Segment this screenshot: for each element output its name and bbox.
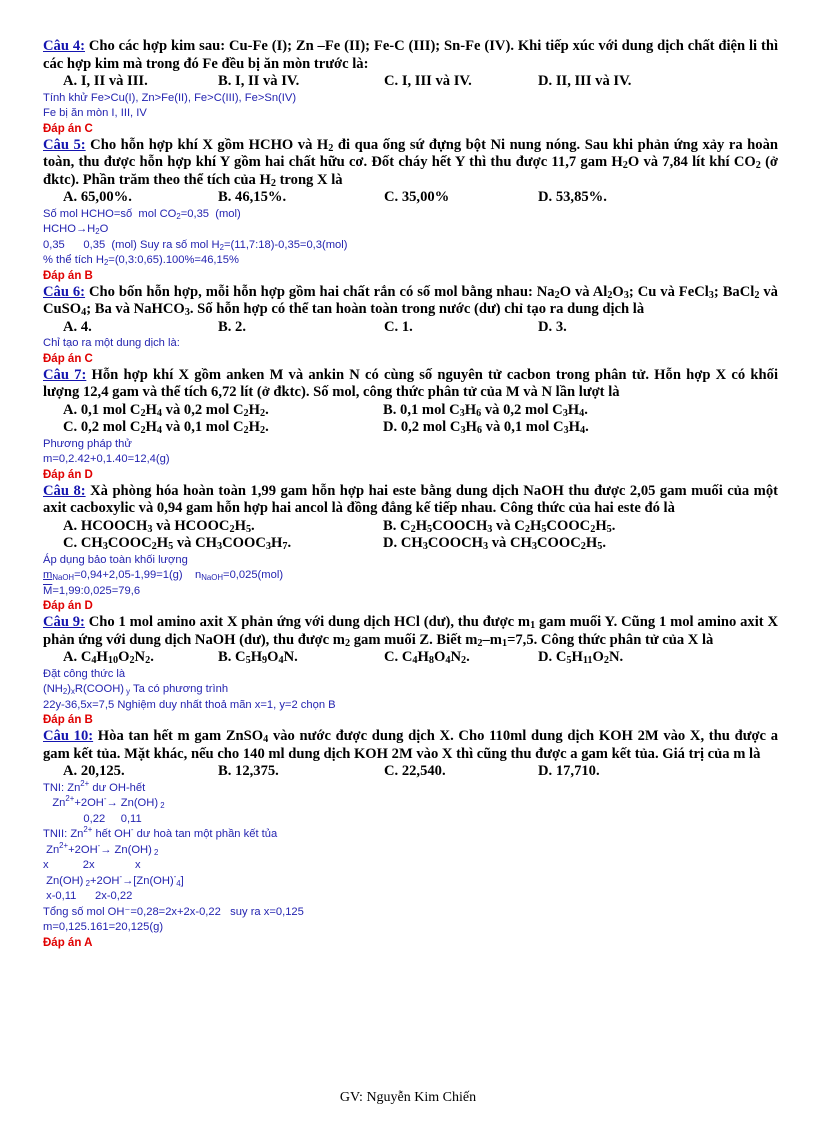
question-10-label: Câu 10: (43, 728, 94, 744)
option-c: C. I, III và IV. (384, 73, 472, 89)
option-c: C. 35,00% (384, 189, 450, 205)
answer-label: Đáp án B (43, 714, 93, 726)
solution-line: Số mol HCHO=số mol $CO_2=0,35$ (mol) (43, 207, 241, 221)
option-b: B. $C_2H_5COOCH_3$ và $C_2H_5COOC_2H_5$. (383, 517, 616, 535)
document-page (43, 38, 778, 951)
question-5-options (43, 189, 778, 207)
answer-label: Đáp án C (43, 122, 93, 135)
question-4-options (43, 73, 778, 91)
solution-line: $Zn^{2+}+2OH^-\to Zn(OH)$ $_2$ (43, 840, 159, 857)
solution-line: $Zn^{2+}+2OH^-\to Zn(OH)$ $_2$ (43, 794, 165, 810)
question-8-label: Câu 8: (43, 482, 86, 499)
solution-line: x-0,11 2x-0,22 (43, 890, 133, 902)
option-a: A. 4. (63, 318, 92, 335)
question-7 (43, 367, 778, 402)
answer-label: Đáp án B (43, 269, 93, 282)
option-d: D. $CH_3COOCH_3$ và $CH_3COOC_2H_5$. (383, 535, 606, 552)
solution-line: x 2x x (43, 859, 141, 871)
solution-line: $\overline{M}=1,99:0,025=79,6$ (43, 584, 141, 597)
question-7-options-row2 (43, 419, 778, 437)
footer-teacher-name: GV: Nguyễn Kim Chiến (339, 1090, 477, 1105)
solution-line: Đặt công thức là (43, 667, 126, 680)
solution-line: Tổng số mol OH⁻=0,28=2x+2x-0,22 suy ra x=0,125 (43, 905, 304, 918)
solution-line: 0,35 0,35 (mol) Suy ra số mol $H_2=(11,7:18)-0,35=0,3(mol)$ (43, 238, 348, 252)
option-c: C. 0,2 mol $C_2H_4$ và 0,1 mol $C_2H_2$. (63, 419, 269, 436)
question-9-options (43, 649, 778, 667)
option-a: A. $C_4H_{10}O_2N_2$. (63, 649, 154, 666)
option-c: C. $C_4H_8O_4N_2$. (384, 649, 470, 666)
question-9-text: Cho 1 mol amino axit X phản ứng với dung dịch HCl (dư), thu được $m_1$ gam muối Y. Cũng 1 mol amino axit X phản ứng với dung dịch NaOH (dư), thu được $m_2$ gam muối Z. Biết $m_2-m_1=7,5$. Công thức phân tử của X là (43, 614, 778, 649)
question-5-text: Cho hỗn hợp khí X gồm HCHO và $H_2$ đi qua ống sứ đựng bột Ni nung nóng. Sau khi phản ứng xảy ra hoàn toàn, thu được hỗn hợp khí Y gồm hai chất hữu cơ. Đốt cháy hết Y thì thu được 11,7 gam $H_2O$ và 7,84 lít khí $CO_2$ (ở đktc). Phần trăm theo thể tích của $H_2$ trong X là (43, 136, 779, 189)
solution-line: $HCHO\to H_2O$ (43, 223, 109, 236)
option-b: B. I, II và IV. (218, 73, 300, 89)
solution-line: $m_{NaOH}=0,94+2,05-1,99=1(g)$ $n_{NaOH}=0,025(mol)$ (43, 569, 284, 582)
option-b: B. 0,1 mol $C_3H_6$ và 0,2 mol $C_3H_4$. (383, 401, 588, 419)
question-8-options-row1 (43, 518, 778, 536)
solution-line: Zn(OH) $_2+2OH^-\to[Zn(OH)^-_4]$ (43, 871, 184, 888)
option-d: D. $C_5H_{11}O_2N$. (538, 649, 624, 666)
option-b: B. 2. (218, 318, 246, 335)
question-7-text: Hỗn hợp khí X gồm anken M và ankin N có cùng số nguyên tử cacbon trong phân tử. Hỗn hợp X có khối lượng 12,4 gam và thể tích 6,72 lít (ở đktc). Số mol, công thức phân tử của M và N lần lượt là (43, 366, 778, 400)
solution-line: m=0,125.161=20,125(g) (43, 921, 164, 933)
question-8 (43, 483, 778, 518)
option-c: C. 1. (384, 318, 413, 335)
option-d: D. 53,85%. (538, 189, 607, 205)
solution-line: TNI: $Zn^{2+}$ dư OH-hết (43, 778, 146, 794)
option-b: B. 46,15%. (218, 189, 287, 205)
answer-label: Đáp án D (43, 468, 93, 481)
solution-line: 22y-36,5x=7,5 Nghiệm duy nhất thoả mãn x=1, y=2 chọn B (43, 698, 336, 711)
solution-line: % thể tích $H_2=(0,3:0,65).100\%=46,15\%$ (43, 254, 239, 267)
question-10 (43, 728, 778, 763)
answer-label: Đáp án C (43, 352, 93, 365)
solution-line: m=0,2.42+0,1.40=12,4(g) (43, 453, 170, 465)
option-c: C. 22,540. (384, 763, 446, 779)
option-a: A. 20,125. (63, 763, 125, 779)
question-6-label: Câu 6: (43, 283, 86, 300)
solution-line: TNII: $Zn^{2+}$ hết OH- dư hoà tan một phần kết tủa (43, 825, 278, 840)
question-10-options (43, 763, 778, 781)
solution-line: Chỉ tạo ra một dung dịch là: (43, 337, 180, 349)
solution-line: Áp dụng bảo toàn khối lượng (43, 553, 188, 566)
question-8-text: Xà phòng hóa hoàn toàn 1,99 gam hỗn hợp hai este bằng dung dịch NaOH thu được 2,05 gam muối của một axit cacboxylic và 0,94 gam hỗn hợp hai ancol là đồng đẳng kế tiếp nhau. Công thức của hai este đó là (43, 482, 778, 516)
question-10-text: Hòa tan hết m gam ZnSO$_4$ vào nước được dung dịch X. Cho 110ml dung dịch KOH 2M vào X, thu được a gam kết tủa. Mặt khác, nếu cho 140 ml dung dịch KOH 2M vào X thì cũng thu được a gam kết tủa. Giá trị của m là (43, 728, 778, 762)
question-7-options-row1 (43, 402, 778, 420)
option-a: A. I, II và III. (63, 73, 148, 89)
solution-line: 0,22 0,11 (43, 812, 142, 825)
answer-label: Đáp án D (43, 600, 93, 612)
option-d: D. II, III và IV. (538, 73, 632, 89)
question-4 (43, 38, 778, 73)
solution-line: Tính khử Fe>Cu(I), Zn>Fe(II), Fe>C(III), Fe>Sn(IV) (43, 91, 297, 104)
option-d: D. 3. (538, 318, 567, 335)
question-5-label: Câu 5: (43, 136, 86, 153)
question-8-options-row2 (43, 535, 778, 553)
option-a: A. $HCOOCH_3$ và $HCOOC_2H_5$. (63, 517, 255, 535)
question-6 (43, 284, 778, 319)
solution-line: $(NH_2)_xR(COOH)$ $_y$ Ta có phương trình (43, 683, 229, 696)
solution-line: Fe bị ăn mòn I, III, IV (43, 107, 147, 119)
option-b: B. 12,375. (218, 763, 279, 779)
option-b: B. $C_5H_9O_4N$. (218, 649, 298, 666)
option-d: D. 0,2 mol $C_3H_6$ và 0,1 mol $C_3H_4$. (383, 419, 589, 436)
question-4-text: Cho các hợp kim sau: Cu-Fe (I); Zn –Fe (II); Fe-C (III); Sn-Fe (IV). Khi tiếp xúc với dung dịch chất điện li thì các hợp kim mà trong đó Fe đều bị ăn mòn trước là: (43, 38, 779, 72)
question-7-label: Câu 7: (43, 366, 87, 383)
option-a: A. 65,00%. (63, 189, 132, 205)
question-5 (43, 137, 778, 190)
answer-label: Đáp án A (43, 936, 93, 949)
option-d: D. 17,710. (538, 763, 600, 779)
question-6-text: Cho bốn hỗn hợp, mỗi hỗn hợp gồm hai chất rắn có số mol bằng nhau: $Na_2O$ và $Al_2O_3$; Cu và FeCl$_3$; BaCl$_2$ và CuSO$_4$; Ba và NaHCO$_3$. Số hỗn hợp có thể tan hoàn toàn trong nước (dư) chỉ tạo ra dung dịch là (43, 283, 778, 318)
question-4-label: Câu 4: (43, 38, 85, 54)
question-9-label: Câu 9: (43, 614, 85, 630)
option-a: A. 0,1 mol $C_2H_4$ và 0,2 mol $C_2H_2$. (63, 401, 269, 419)
option-c: C. $CH_3COOC_2H_5$ và $CH_3COOC_3H_7$. (63, 535, 292, 552)
question-6-options (43, 319, 778, 337)
question-9 (43, 614, 778, 649)
solution-line: Phương pháp thử (43, 437, 132, 450)
